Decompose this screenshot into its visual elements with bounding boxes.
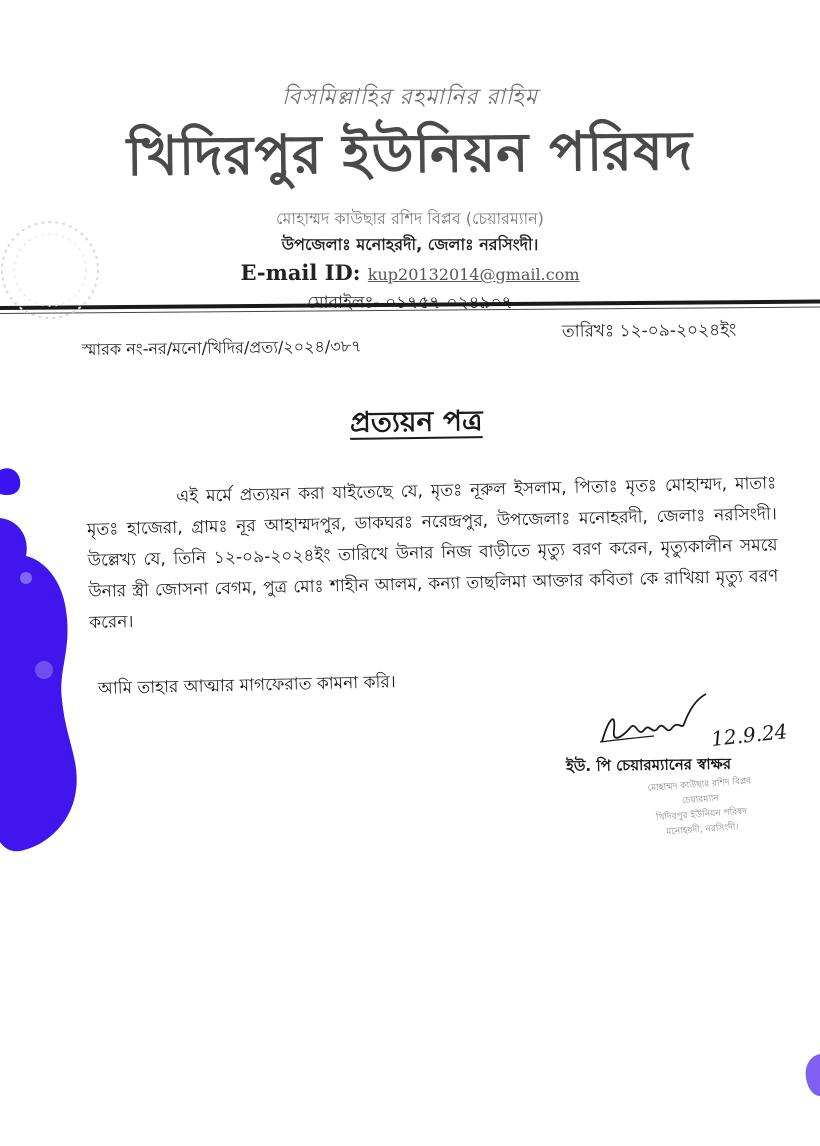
ink-spot [794, 1050, 820, 1100]
seal-line-title: চেয়ারম্যান [681, 793, 720, 807]
document-title: প্রত্যয়ন পত্র [349, 404, 483, 439]
email-address: kup20132014@gmail.com [367, 265, 580, 284]
memo-reference: স্মারক নং-নর/মনো/খিদির/প্রত্য/২০২৪/৩৮৭ [81, 336, 362, 359]
seal-line-name: মোহাম্মদ কাউছার রশিদ বিপ্লব [647, 776, 752, 794]
signature-label: ইউ. পি চেয়ারম্যানের স্বাক্ষর [565, 754, 732, 776]
faded-round-stamp [0, 210, 120, 330]
document-closing: আমি তাহার আত্মার মাগফেরাত কামনা করি। [97, 672, 397, 699]
handwritten-signature [594, 690, 794, 760]
organization-address: উপজেলাঃ মনোহরদী, জেলাঃ নরসিংদী। [281, 235, 539, 254]
seal-line-org: খিদিরপুর ইউনিয়ন পরিষদ [655, 806, 748, 824]
email-label: E-mail ID: [240, 260, 361, 285]
official-seal [604, 771, 798, 844]
chairman-name: মোহাম্মদ কাউছার রশিদ বিপ্লব (চেয়ারম্যান) [276, 209, 544, 228]
seal-line-place: মনোহরদী, নরসিংদী। [665, 822, 740, 838]
email-line [0, 260, 820, 285]
bismillah-text: বিসমিল্লাহির রহমানির রাহিম [282, 85, 538, 110]
memo-date: তারিখঃ ১২-০৯-২০২৪ইং [561, 320, 737, 342]
document-body: এই মর্মে প্রত্যয়ন করা যাইতেছে যে, মৃতঃ নূরুল ইসলাম, পিতাঃ মৃতঃ মোহাম্মদ, মাতাঃ মৃতঃ হাজেরা, গ্রামঃ নূর আহাম্মদপুর, ডাকঘরঃ নরেন্দ্রপুর, উপজেলাঃ মনোহরদী, জেলাঃ নরসিংদী। উল্লেখ্য যে, তিনি ১২-০৯-২০২৪ইং তারিখে উনার নিজ বাড়ীতে মৃত্যু বরণ করেন, মৃত্যুকালীন সময়ে উনার স্ত্রী জোসনা বেগম, পুত্র মোঃ শাহীন আলম, কন্যা তাছলিমা আক্তার কবিতা কে রাখিয়া মৃত্যু বরণ করেন। [86, 473, 779, 633]
handwritten-date: 12.9.24 [710, 719, 789, 751]
organization-name: খিদিরপুর ইউনিয়ন পরিষদ [126, 119, 694, 188]
ink-stamp-blob [0, 460, 90, 860]
